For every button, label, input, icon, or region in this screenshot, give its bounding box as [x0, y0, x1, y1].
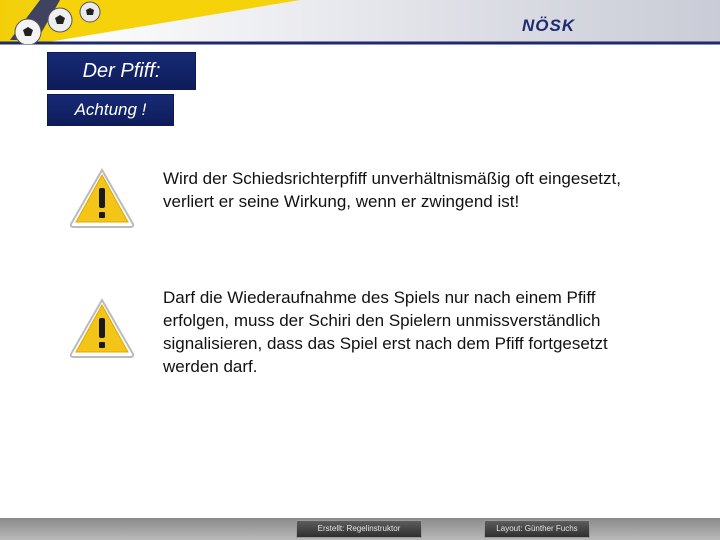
warning-icon	[67, 296, 137, 360]
point-text-1: Wird der Schiedsrichterpfiff unverhältnismäßig oft eingesetzt, verliert er seine Wirkung, wenn er zwingend ist!	[163, 169, 621, 211]
point-text-2: Darf die Wiederaufnahme des Spiels nur nach einem Pfiff erfolgen, muss der Schiri den Spielern unmissverständlich signalisieren, dass das Spiel erst nach dem Pfiff fortgesetzt werden darf.	[163, 288, 608, 376]
brand-logo-text: NÖSK	[522, 16, 576, 35]
slide-subtitle: Achtung !	[47, 94, 174, 126]
header-banner	[0, 0, 720, 48]
header-stripes	[0, 0, 720, 48]
soccer-balls-icon	[0, 0, 108, 44]
warning-icon	[67, 166, 137, 230]
footer-layout-label: Layout: Günther Fuchs	[484, 520, 590, 538]
slide-title: Der Pfiff:	[47, 52, 196, 90]
footer-bar	[0, 518, 720, 540]
footer-created-label: Erstellt: Regelinstruktor	[296, 520, 422, 538]
